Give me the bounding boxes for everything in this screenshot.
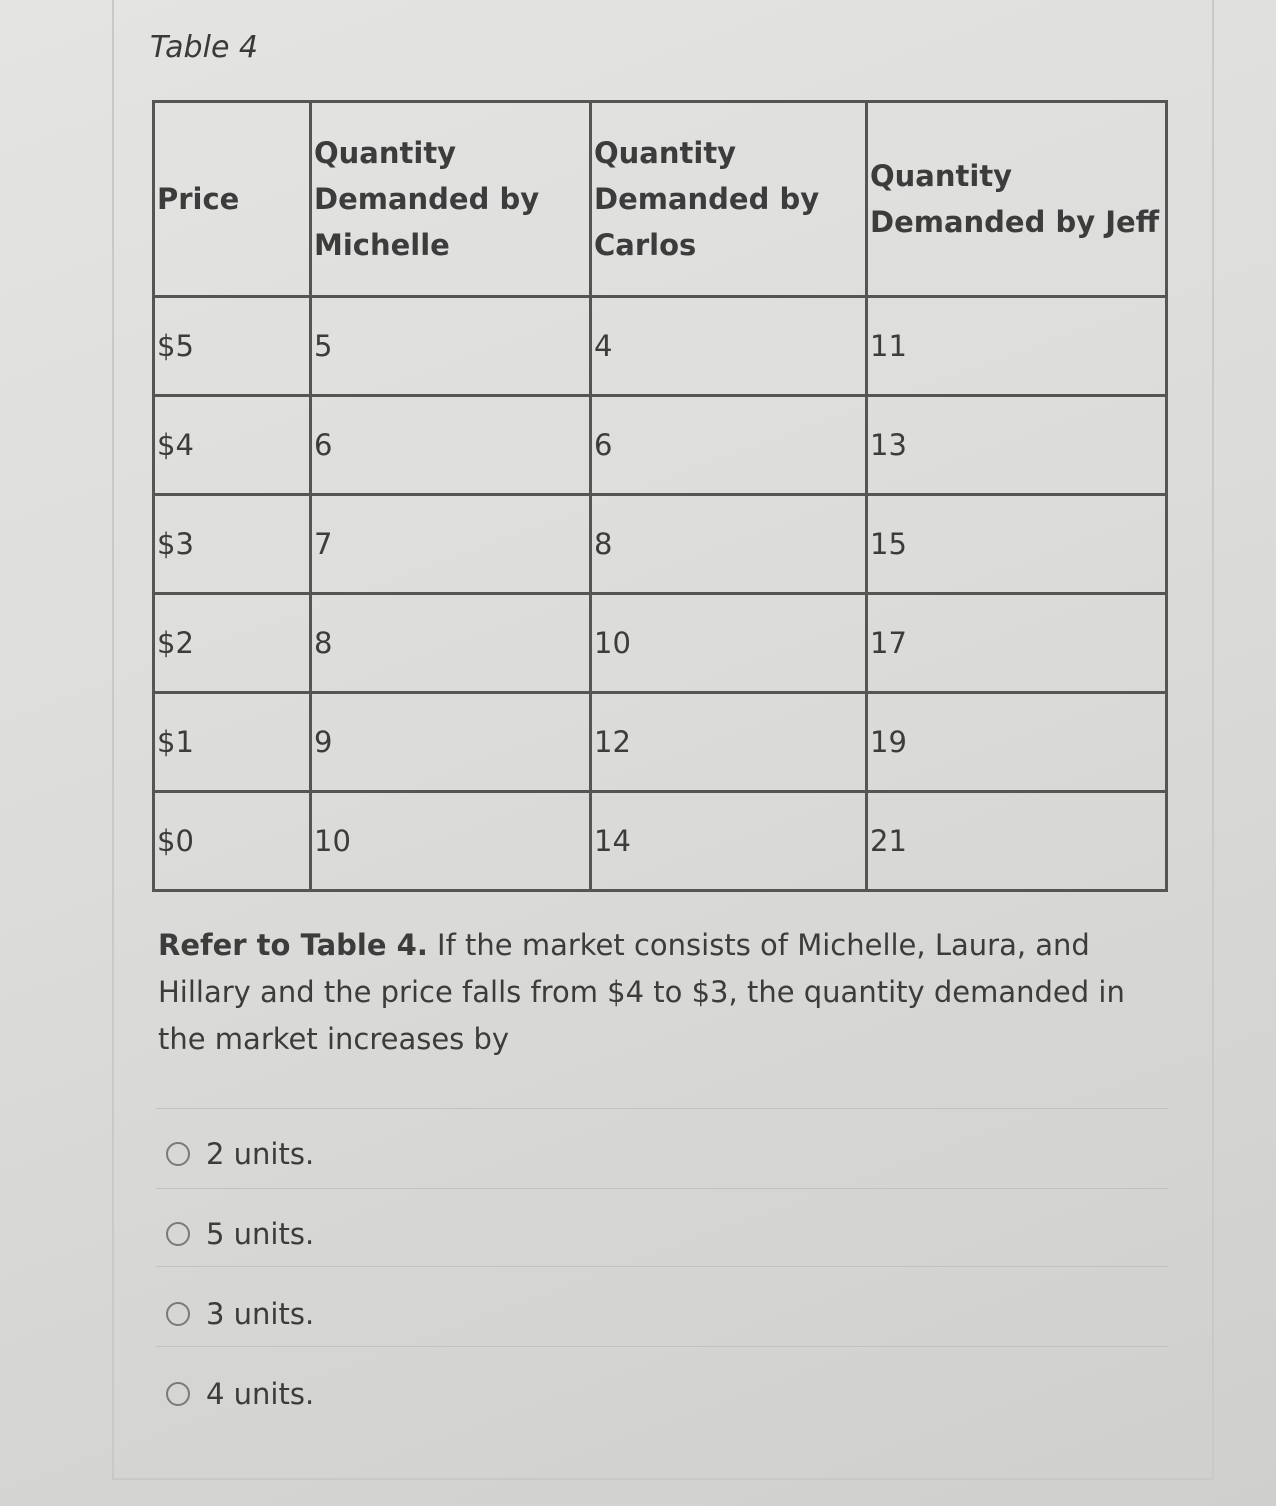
- cell-carlos: 14: [591, 792, 867, 891]
- question-bold-prefix: Refer to Table 4.: [158, 928, 428, 962]
- cell-price: $4: [154, 396, 311, 495]
- table-row: [154, 396, 1167, 495]
- table-row: [154, 495, 1167, 594]
- header-carlos: Quantity Demanded by Carlos: [591, 102, 867, 297]
- answer-option[interactable]: [166, 1214, 314, 1254]
- option-label: 4 units.: [206, 1377, 315, 1411]
- question-body: If the market consists of Michelle, Laura, and Hillary and the price falls from $4 to $3, the quantity demanded in the market increases by: [158, 928, 1125, 1056]
- cell-jeff: 15: [867, 495, 1167, 594]
- table-row: [154, 792, 1167, 891]
- cell-carlos: 12: [591, 693, 867, 792]
- cell-michelle: 8: [311, 594, 591, 693]
- radio-button[interactable]: [166, 1142, 190, 1166]
- cell-price: $3: [154, 495, 311, 594]
- cell-michelle: 6: [311, 396, 591, 495]
- radio-button[interactable]: [166, 1222, 190, 1246]
- table-caption: Table 4: [150, 30, 259, 65]
- cell-jeff: 19: [867, 693, 1167, 792]
- header-michelle: Quantity Demanded by Michelle: [311, 102, 591, 297]
- header-jeff: Quantity Demanded by Jeff: [867, 102, 1167, 297]
- cell-michelle: 10: [311, 792, 591, 891]
- cell-jeff: 13: [867, 396, 1167, 495]
- cell-price: $0: [154, 792, 311, 891]
- cell-price: $5: [154, 297, 311, 396]
- cell-jeff: 11: [867, 297, 1167, 396]
- cell-carlos: 10: [591, 594, 867, 693]
- header-price: Price: [154, 102, 311, 297]
- radio-button[interactable]: [166, 1302, 190, 1326]
- cell-carlos: 8: [591, 495, 867, 594]
- cell-carlos: 4: [591, 297, 867, 396]
- option-divider: [156, 1346, 1168, 1347]
- option-divider: [156, 1188, 1168, 1189]
- cell-michelle: 9: [311, 693, 591, 792]
- cell-michelle: 7: [311, 495, 591, 594]
- table-row: [154, 693, 1167, 792]
- cell-carlos: 6: [591, 396, 867, 495]
- table-row: [154, 594, 1167, 693]
- answer-option[interactable]: [166, 1134, 314, 1174]
- demand-table: [152, 100, 1168, 892]
- question-text: [158, 922, 1168, 1063]
- table-row: [154, 297, 1167, 396]
- answer-option[interactable]: [166, 1294, 314, 1334]
- answer-option[interactable]: [166, 1374, 314, 1414]
- cell-michelle: 5: [311, 297, 591, 396]
- option-label: 2 units.: [206, 1137, 315, 1171]
- table-header-row: [154, 102, 1167, 297]
- option-label: 3 units.: [206, 1297, 315, 1331]
- option-divider: [156, 1266, 1168, 1267]
- radio-button[interactable]: [166, 1382, 190, 1406]
- cell-price: $1: [154, 693, 311, 792]
- option-divider: [156, 1108, 1168, 1109]
- option-label: 5 units.: [206, 1217, 315, 1251]
- cell-price: $2: [154, 594, 311, 693]
- cell-jeff: 17: [867, 594, 1167, 693]
- cell-jeff: 21: [867, 792, 1167, 891]
